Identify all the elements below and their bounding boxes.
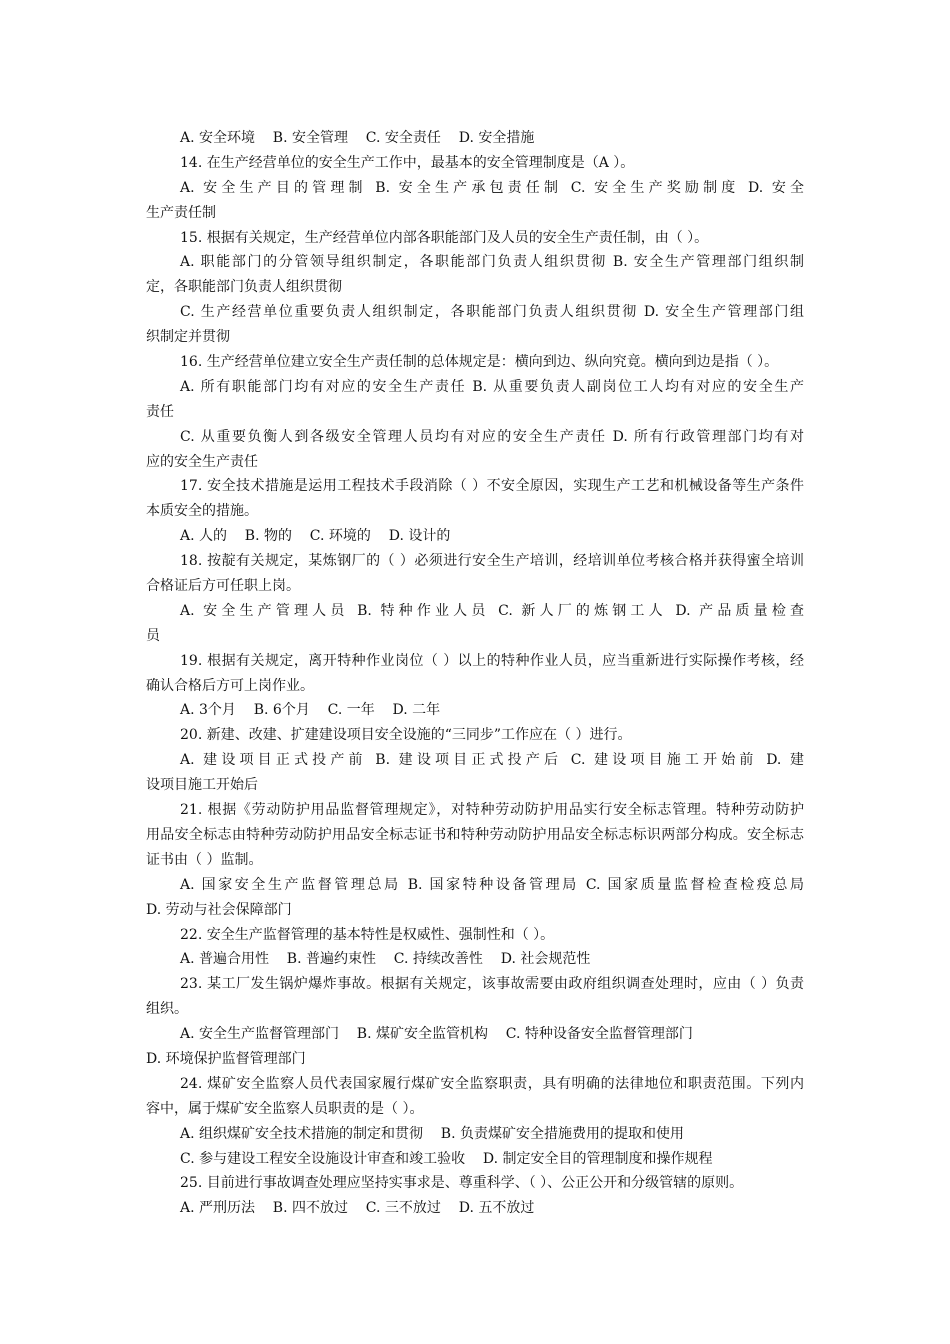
text-line: 24. 煤矿安全监察人员代表国家履行煤矿安全监察职责，具有明确的法律地位和职责范围。下列内 xyxy=(180,1075,804,1092)
text-line: A. 安全生产目的管理制 B. 安全生产承包责任制 C. 安全生产奖励制度 D. 安全 xyxy=(180,179,804,196)
text-line: 合格证后方可任职上岗。 xyxy=(146,578,300,595)
text-line: A. 普遍合用性 B. 普遍约束性 C. 持续改善性 D. 社会规范性 xyxy=(180,951,591,968)
text-line: A. 组织煤矿安全技术措施的制定和贯彻 B. 负责煤矿安全措施费用的提取和使用 xyxy=(180,1125,684,1142)
text-line: 17. 安全技术措施是运用工程技术手段消除（ ）不安全原因，实现生产工艺和机械设备等生产条件 xyxy=(180,478,804,495)
text-line: A. 所有职能部门均有对应的安全生产责任 B. 从重要负责人副岗位工人均有对应的安全生产 xyxy=(180,378,804,395)
text-line: A. 严刑历法 B. 四不放过 C. 三不放过 D. 五不放过 xyxy=(180,1200,535,1217)
text-line: A. 建设项目正式投产前 B. 建设项目正式投产后 C. 建设项目施工开始前 D. 建 xyxy=(180,752,804,769)
text-line: 应的安全生产责任 xyxy=(146,453,258,470)
text-line: A. 职能部门的分管领导组织制定，各职能部门负责人组织贯彻 B. 安全生产管理部门组织制 xyxy=(180,254,804,271)
text-line: 确认合格后方可上岗作业。 xyxy=(146,677,314,694)
document-body xyxy=(146,126,804,1221)
text-line: 员 xyxy=(146,627,160,644)
text-line: A. 安全生产监督管理部门 B. 煤矿安全监管机构 C. 特种设备安全监督管理部门 xyxy=(180,1026,693,1043)
text-line: 设项目施工开始后 xyxy=(146,777,258,794)
text-line: 生产责任制 xyxy=(146,204,216,221)
text-line: 定，各职能部门负责人组织贯彻 xyxy=(146,279,342,296)
text-line: 19. 根据有关规定，离开特种作业岗位（ ）以上的特种作业人员，应当重新进行实际操作考核，经 xyxy=(180,652,804,669)
text-line: 20. 新建、改建、扩建建设项目安全设施的“三同步”工作应在（ ）进行。 xyxy=(180,727,632,744)
text-line: 18. 按靛有关规定，某炼钢厂的（ ）必须进行安全生产培训，经培训单位考核合格并获得蜜全培训 xyxy=(180,553,804,570)
text-line: 本质安全的措施。 xyxy=(146,503,258,520)
text-line: 组织。 xyxy=(146,1001,188,1018)
text-line: C. 从重要负衡人到各级安全管理人员均有对应的安全生产责任 D. 所有行政管理部门均有对 xyxy=(180,428,804,445)
text-line: 用品安全标志由特种劳动防护用品安全标志证书和特种劳动防护用品安全标志标识两部分构成。安全标志 xyxy=(146,826,804,843)
text-line: D. 环境保护监督管理部门 xyxy=(146,1050,306,1067)
text-line: C. 生产经营单位重要负责人组织制定，各职能部门负责人组织贯彻 D. 安全生产管理部门组 xyxy=(180,304,804,321)
text-line: 证书由（ ）监制。 xyxy=(146,851,263,868)
text-line: 14. 在生产经营单位的安全生产工作中，最基本的安全管理制度是（A ）。 xyxy=(180,154,635,171)
text-line: 15. 根据有关规定，生产经营单位内部各职能部门及人员的安全生产责任制，由（ ）。 xyxy=(180,229,709,246)
text-line: C. 参与建设工程安全设施设计审查和竣工验收 D. 制定安全目的管理制度和操作规程 xyxy=(180,1150,713,1167)
text-line: 责任 xyxy=(146,403,174,420)
text-line: 容中，属于煤矿安全监察人员职责的是（ ）。 xyxy=(146,1100,424,1117)
text-line: A. 3个月 B. 6个月 C. 一年 D. 二年 xyxy=(180,702,441,719)
text-line: 22. 安全生产监督管理的基本特性是权威性、强制性和（ ）。 xyxy=(180,926,555,943)
text-line: D. 劳动与社会保障部门 xyxy=(146,901,292,918)
text-line: A. 国家安全生产监督管理总局 B. 国家特种设备管理局 C. 国家质量监督检查检疫总局 xyxy=(180,876,804,893)
text-line: 织制定并贯彻 xyxy=(146,329,230,346)
text-line: 23. 某工厂发生锅炉爆炸事故。根据有关规定，该事故需要由政府组织调查处理时，应由（ ）负责 xyxy=(180,976,804,993)
text-line: A. 安全环境 B. 安全管理 C. 安全责任 D. 安全措施 xyxy=(180,130,535,146)
text-line: A. 安全生产管理人员 B. 特种作业人员 C. 新人厂的炼钢工人 D. 产品质量检查 xyxy=(180,602,804,619)
text-line: A. 人的 B. 物的 C. 环境的 D. 设计的 xyxy=(180,528,451,545)
text-line: 21. 根据《劳动防护用品监督管理规定》，对特种劳动防护用品实行安全标志管理。特种劳动防护 xyxy=(180,802,804,819)
text-line: 16. 生产经营单位建立安全生产责任制的总体规定是：横向到边、纵向究竟。横向到边是指（ ）。 xyxy=(180,354,779,371)
text-line: 25. 目前进行事故调查处理应坚持实事求是、尊重科学、（ ）、公正公开和分级管辖的原则。 xyxy=(180,1175,744,1192)
